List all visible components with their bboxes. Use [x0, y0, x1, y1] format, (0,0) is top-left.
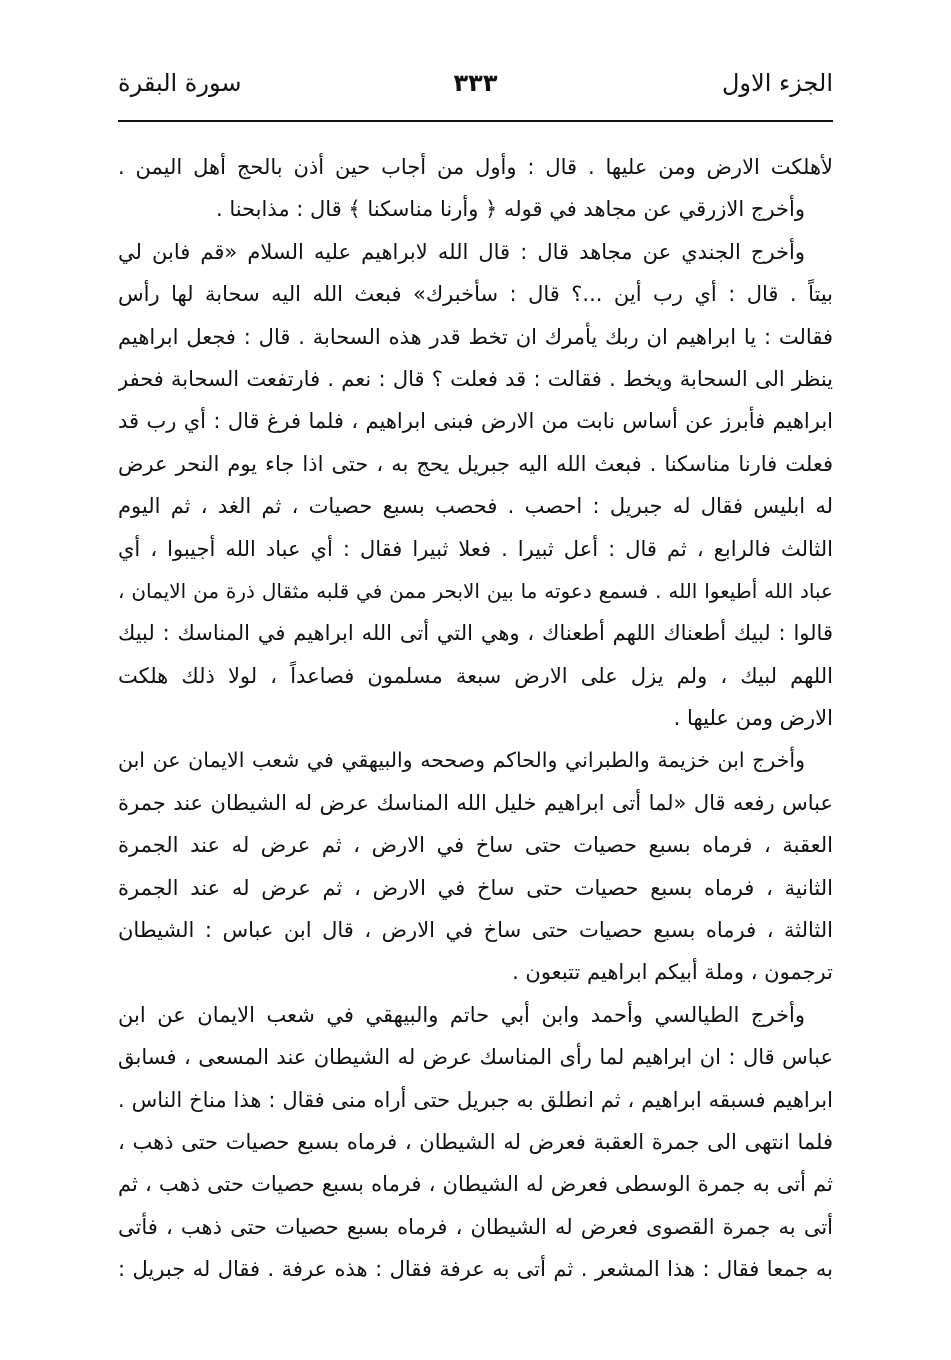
- text-line: الثالثة ، فرماه بسبع حصيات حتى ساخ في الارض ، قال ابن عباس : الشيطان: [118, 918, 833, 943]
- text-line: وأخرج الطيالسي وأحمد وابن أبي حاتم والبيهقي في شعب الايمان عن ابن: [118, 1002, 805, 1027]
- text-line: وأخرج ابن خزيمة والطبراني والحاكم وصححه والبيهقي في شعب الايمان عن ابن: [118, 748, 805, 773]
- text-line: فلما انتهى الى جمرة العقبة فعرض له الشيطان ، فرماه بسبع حصيات حتى ذهب ،: [118, 1129, 833, 1154]
- text-line: ابراهيم فأبرز عن أساس نابت من الارض فبنى ابراهيم ، فلما فرغ قال : أي رب قد: [118, 409, 833, 434]
- text-line: ابراهيم فسبقه ابراهيم ، ثم انطلق به جبريل حتى أراه منى فقال : هذا مناخ الناس .: [118, 1087, 833, 1112]
- text-line: الثالث فالرابع ، ثم قال : أعل ثبيرا . فعلا ثبيرا فقال : أي عباد الله أجيبوا ، أي: [118, 536, 833, 561]
- text-line: عباس قال : ان ابراهيم لما رأى المناسك عرض له الشيطان عند المسعى ، فسابق: [118, 1045, 833, 1070]
- text-line: قالوا : لبيك أطعناك اللهم أطعناك ، وهي التي أتى الله ابراهيم في المناسك : لبيك: [118, 621, 833, 646]
- page-number: ٣٣٣: [453, 69, 498, 97]
- text-line: الثانية ، فرماه بسبع حصيات حتى ساخ في الارض ، ثم عرض له عند الجمرة: [118, 875, 833, 900]
- text-line: أتى به جمرة القصوى فعرض له الشيطان ، فرماه بسبع حصيات حتى ذهب ، فأتى: [118, 1214, 833, 1239]
- surah-title: سورة البقرة: [118, 69, 242, 97]
- header-rule: [118, 120, 833, 122]
- text-line: ثم أتى به جمرة الوسطى فعرض له الشيطان ، فرماه بسبع حصيات حتى ذهب ، ثم: [118, 1172, 833, 1197]
- text-line: فقالت : يا ابراهيم ان ربك يأمرك ان تخط قدر هذه السحابة . قال : فجعل ابراهيم: [118, 324, 833, 349]
- text-line: اللهم لبيك ، ولم يزل على الارض سبعة مسلمون فصاعداً ، لولا ذلك هلكت: [118, 663, 833, 688]
- text-line: فعلت فارنا مناسكنا . فبعث الله اليه جبريل يحج به ، حتى اذا جاء يوم النحر عرض: [118, 451, 833, 476]
- text-line: ينظر الى السحابة ويخط . فقالت : قد فعلت ؟ قال : نعم . فارتفعت السحابة فحفر: [118, 366, 833, 391]
- text-line: به جمعا فقال : هذا المشعر . ثم أتى به عرفة فقال : هذه عرفة . فقال له جبريل :: [118, 1257, 833, 1282]
- text-line: ترجمون ، وملة أبيكم ابراهيم تتبعون .: [512, 960, 833, 985]
- text-line: العقبة ، فرماه بسبع حصيات حتى ساخ في الارض ، ثم عرض له عند الجمرة: [118, 833, 833, 858]
- volume-title: الجزء الاول: [721, 69, 833, 97]
- text-line: له ابليس فقال له جبريل : احصب . فحصب بسبع حصيات ، ثم الغد ، ثم اليوم: [118, 494, 833, 519]
- text-line: وأخرج الازرقي عن مجاهد في قوله ﴿ وأرنا مناسكنا ﴾ قال : مذابحنا .: [216, 197, 805, 222]
- text-line: بيتاً . قال : أي رب أين ...؟ قال : سأخبرك» فبعث الله اليه سحابة لها رأس: [118, 282, 833, 307]
- page-header: [118, 62, 833, 108]
- text-line: وأخرج الجندي عن مجاهد قال : قال الله لابراهيم عليه السلام «قم فابن لي: [118, 239, 805, 264]
- text-line: عباس رفعه قال «لما أتى ابراهيم خليل الله المناسك عرض له الشيطان عند جمرة: [118, 790, 833, 815]
- body-text: [118, 146, 833, 1291]
- text-line: عباد الله أطيعوا الله . فسمع دعوته ما بين الابحر ممن في قلبه مثقال ذرة من الايمان ،: [118, 578, 833, 603]
- text-line: لأهلكت الارض ومن عليها . قال : وأول من أجاب حين أذن بالحج أهل اليمن .: [118, 155, 833, 179]
- text-line: الارض ومن عليها .: [673, 706, 833, 731]
